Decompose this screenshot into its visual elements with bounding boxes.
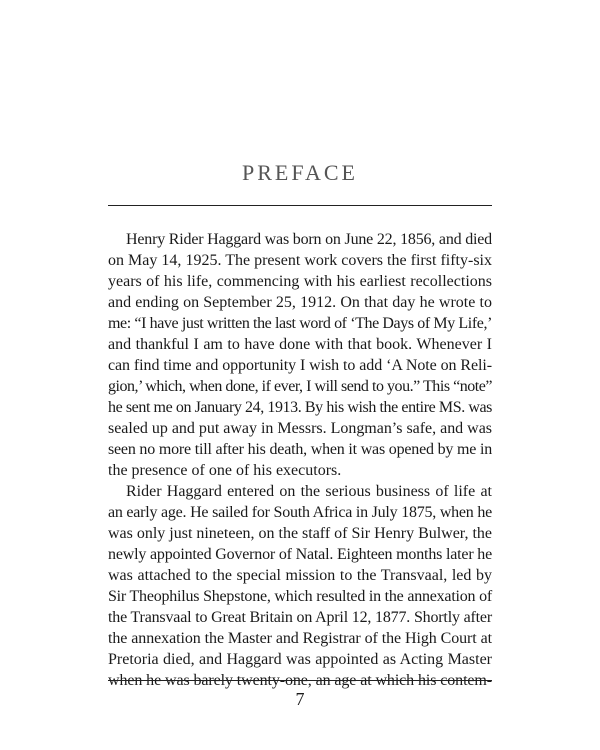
text-line: me: “I have just written the last word of ‘The Days of My Life,’ — [108, 315, 492, 332]
text-line: Rider Haggard entered on the serious business of life at — [126, 483, 492, 500]
text-line: the presence of one of his executors. — [108, 462, 342, 479]
text-line: the annexation the Master and Registrar of the High Court at — [108, 630, 493, 647]
text-line: the Transvaal to Great Britain on April 12, 1877. Shortly after — [108, 609, 492, 626]
text-line: and thankful I am to have done with that book. Whenever I — [108, 336, 492, 353]
page-title: PREFACE — [242, 160, 358, 185]
text-line: on May 14, 1925. The present work covers the first fifty-six — [108, 252, 492, 269]
text-line: was only just nineteen, on the staff of Sir Henry Bulwer, the — [108, 525, 493, 542]
top-rule — [108, 205, 492, 206]
text-line: Pretoria died, and Haggard was appointed as Acting Master — [108, 651, 492, 668]
text-line: when he was barely twenty-one, an age at which his contem- — [108, 672, 493, 689]
text-line: and ending on September 25, 1912. On that day he wrote to — [108, 294, 492, 311]
text-line: Sir Theophilus Shepstone, which resulted in the annexation of — [108, 588, 492, 605]
text-line: he sent me on January 24, 1913. By his wish the entire MS. was — [108, 399, 492, 416]
text-line: gion,’ which, when done, if ever, I will send to you.” This “note” — [108, 378, 493, 395]
text-line: Henry Rider Haggard was born on June 22, 1856, and died — [126, 231, 492, 248]
text-line: can find time and opportunity I wish to add ‘A Note on Reli- — [108, 357, 492, 374]
text-line: newly appointed Governor of Natal. Eighteen months later he — [108, 546, 493, 563]
text-line: an early age. He sailed for South Africa in July 1875, when he — [108, 504, 492, 521]
text-line: sealed up and put away in Messrs. Longman’s safe, and was — [108, 420, 492, 437]
bottom-rule — [108, 680, 492, 681]
page-number: 7 — [295, 689, 305, 709]
text-line: seen no more till after his death, when it was opened by me in — [108, 441, 492, 458]
text-line: years of his life, commencing with his earliest recollections — [108, 273, 492, 290]
text-line: was attached to the special mission to the Transvaal, led by — [108, 567, 492, 584]
body-text — [108, 229, 492, 691]
